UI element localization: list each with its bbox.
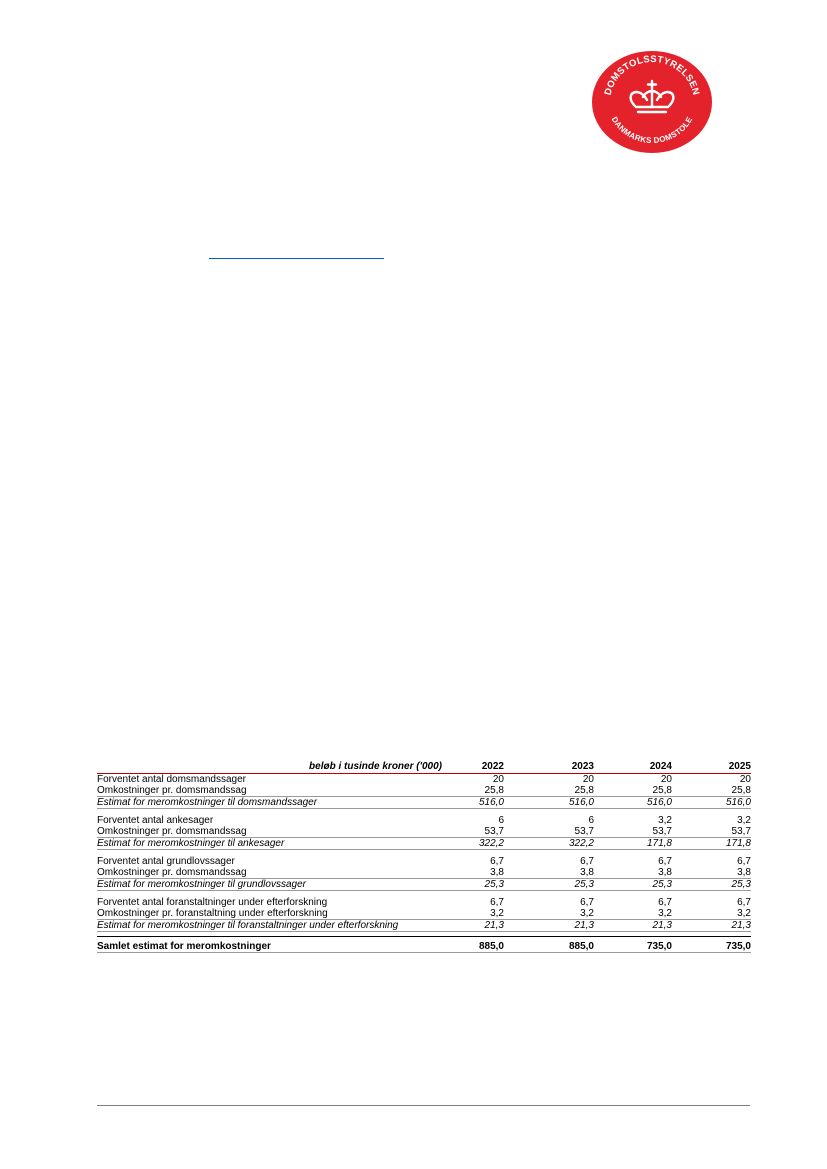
row-label: Estimat for meromkostninger til ankesager <box>97 838 442 850</box>
unit-label: beløb i tusinde kroner ('000) <box>97 761 442 774</box>
logo-bottom-text: DANMARKS DOMSTOLE <box>609 115 695 146</box>
cell-value: 3,8 <box>737 867 751 878</box>
table-row <box>97 867 751 879</box>
table-row-total <box>97 937 751 953</box>
row-label: Forventet antal ankesager <box>97 815 214 826</box>
total-label: Samlet estimat for meromkostninger <box>97 937 442 953</box>
total-value: 885,0 <box>442 937 504 953</box>
cell-value: 25,3 <box>594 879 672 891</box>
total-value: 735,0 <box>594 937 672 953</box>
cell-value: 21,3 <box>672 920 751 932</box>
total-value: 735,0 <box>672 937 751 953</box>
row-label: Omkostninger pr. domsmandssag <box>97 867 247 878</box>
cell-value: 6,7 <box>580 856 594 867</box>
table-row-estimate <box>97 838 751 850</box>
cell-value: 25,8 <box>731 785 751 796</box>
cell-value: 6,7 <box>737 856 751 867</box>
cell-value: 53,7 <box>484 826 504 837</box>
cell-value: 20 <box>660 774 672 785</box>
cell-value: 21,3 <box>504 920 594 932</box>
cell-value: 516,0 <box>442 797 504 809</box>
cell-value: 25,3 <box>504 879 594 891</box>
cell-value: 53,7 <box>652 826 672 837</box>
year-header: 2022 <box>442 761 504 774</box>
cell-value: 171,8 <box>672 838 751 850</box>
cell-value: 6,7 <box>658 856 672 867</box>
cell-value: 25,8 <box>574 785 594 796</box>
table-header-row <box>97 761 751 774</box>
cell-value: 3,8 <box>580 867 594 878</box>
row-label: Forventet antal grundlovssager <box>97 856 235 867</box>
cell-value: 6,7 <box>490 856 504 867</box>
row-label: Omkostninger pr. domsmandssag <box>97 826 247 837</box>
row-label: Estimat for meromkostninger til foranstaltninger under efterforskning <box>97 920 442 932</box>
cell-value: 21,3 <box>594 920 672 932</box>
cell-value: 6,7 <box>658 897 672 908</box>
table-row-estimate <box>97 879 751 891</box>
table-row <box>97 815 751 826</box>
cell-value: 20 <box>739 774 751 785</box>
cell-value: 3,2 <box>737 815 751 826</box>
cell-value: 25,3 <box>672 879 751 891</box>
hyperlink-underline[interactable] <box>209 258 384 259</box>
cell-value: 3,2 <box>658 908 672 919</box>
cell-value: 6 <box>498 815 504 826</box>
row-label: Forventet antal foranstaltninger under efterforskning <box>97 897 328 908</box>
row-label: Estimat for meromkostninger til domsmandssager <box>97 797 442 809</box>
cell-value: 516,0 <box>594 797 672 809</box>
table-row <box>97 785 751 797</box>
cell-value: 3,8 <box>658 867 672 878</box>
cell-value: 3,2 <box>490 908 504 919</box>
row-label: Omkostninger pr. domsmandssag <box>97 785 247 796</box>
year-header: 2025 <box>672 761 751 774</box>
cell-value: 53,7 <box>574 826 594 837</box>
cell-value: 53,7 <box>731 826 751 837</box>
cell-value: 516,0 <box>504 797 594 809</box>
cost-estimate-table <box>97 761 751 953</box>
cell-value: 25,8 <box>484 785 504 796</box>
table-row <box>97 856 751 867</box>
cell-value: 25,3 <box>442 879 504 891</box>
cell-value: 3,8 <box>490 867 504 878</box>
cell-value: 6,7 <box>490 897 504 908</box>
total-value: 885,0 <box>504 937 594 953</box>
year-header: 2024 <box>594 761 672 774</box>
table-row <box>97 826 751 838</box>
cell-value: 20 <box>582 774 594 785</box>
logo-top-text: DOMSTOLSSTYRELSEN <box>602 53 702 97</box>
cell-value: 6,7 <box>580 897 594 908</box>
cell-value: 25,8 <box>652 785 672 796</box>
table-row-estimate <box>97 920 751 932</box>
table-row <box>97 908 751 920</box>
table-row <box>97 897 751 908</box>
year-header: 2023 <box>504 761 594 774</box>
row-label: Estimat for meromkostninger til grundlovssager <box>97 879 442 891</box>
table-row <box>97 774 751 786</box>
table-row-estimate <box>97 797 751 809</box>
cell-value: 3,2 <box>658 815 672 826</box>
cell-value: 20 <box>492 774 504 785</box>
footer-divider <box>97 1105 750 1106</box>
cell-value: 322,2 <box>442 838 504 850</box>
row-label: Omkostninger pr. foranstaltning under efterforskning <box>97 908 328 919</box>
cell-value: 171,8 <box>594 838 672 850</box>
cell-value: 21,3 <box>442 920 504 932</box>
cell-value: 516,0 <box>672 797 751 809</box>
cell-value: 3,2 <box>737 908 751 919</box>
cell-value: 6,7 <box>737 897 751 908</box>
row-label: Forventet antal domsmandssager <box>97 774 246 785</box>
cell-value: 6 <box>588 815 594 826</box>
cell-value: 3,2 <box>580 908 594 919</box>
cell-value: 322,2 <box>504 838 594 850</box>
domstolsstyrelsen-logo <box>591 50 713 154</box>
